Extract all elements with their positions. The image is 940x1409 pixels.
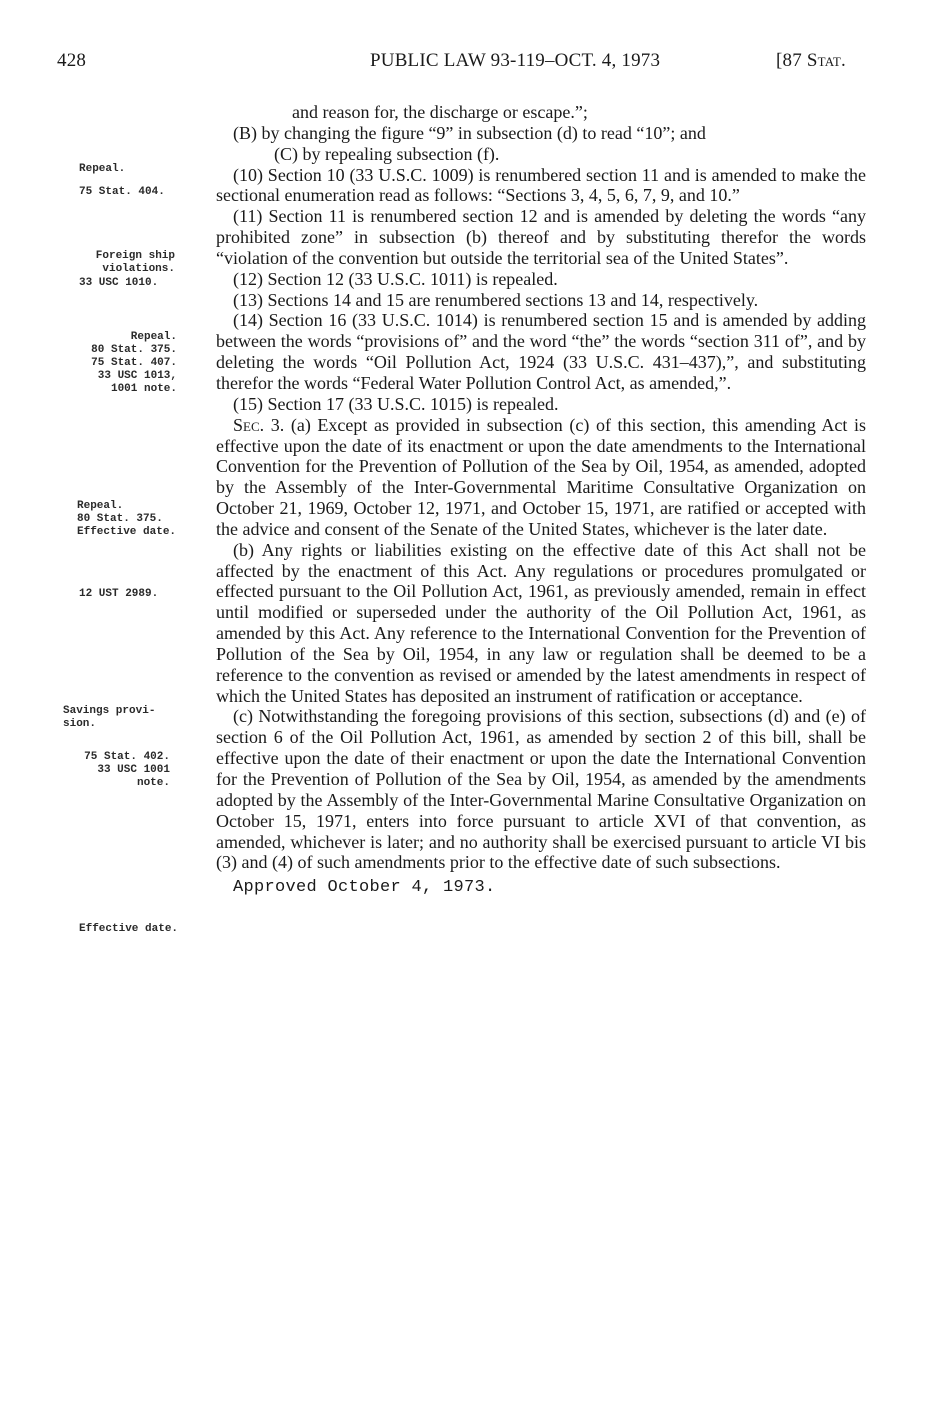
paragraph: (C) by repealing subsection (f). bbox=[274, 143, 500, 164]
margin-note: Savings provi- sion. bbox=[63, 705, 156, 730]
section-paragraph bbox=[216, 415, 866, 540]
margin-note: Repeal. 80 Stat. 375. 75 Stat. 407. 33 USC 1013, 1001 note. bbox=[91, 331, 177, 395]
page-title: PUBLIC LAW 93-119–OCT. 4, 1973 bbox=[370, 50, 661, 71]
paragraph: and reason for, the discharge or escape.”; bbox=[292, 102, 588, 122]
margin-note: 75 Stat. 404. bbox=[79, 186, 165, 198]
paragraph: (c) Notwithstanding the foregoing provisions of this section, subsections (d) and (e) of section 6 of the Oil Pollution Act, 1961, as amended by section 2 of this bill, shall be effective upon the date of their enactment or upon the date the International Convention for the Prevention of Pollution of the Sea by Oil, 1954, as amended by the amendments adopted by the Assembly of the Inter-Governmental Marine Consultative Organization on October 15, 1971, enters into force pursuant to article XVI of that convention, as amended, whichever is later; and no authority shall be exercised pursuant to article VI bis (3) and (4) of such amendments prior to the effective date of such subsections. bbox=[216, 706, 866, 873]
body-text bbox=[216, 102, 866, 899]
approval-line: Approved October 4, 1973. bbox=[233, 878, 496, 898]
paragraph: (14) Section 16 (33 U.S.C. 1014) is renumbered section 15 and is amended by adding between the words “provisions of” and the word “the” the words “section 311 of”, and by deleting the words “Oil Pollution Act, 1924 (33 U.S.C. 431–437),”, and substituting therefor the words “Federal Water Pollution Control Act, as amended,”. bbox=[216, 310, 866, 393]
paragraph: (13) Sections 14 and 15 are renumbered sections 13 and 14, respectively. bbox=[233, 289, 759, 310]
margin-note: Repeal. 80 Stat. 375. Effective date. bbox=[77, 500, 177, 538]
statute-reference bbox=[776, 50, 846, 72]
statute-prefix: [87 bbox=[776, 50, 807, 71]
margin-note: Effective date. bbox=[79, 923, 179, 935]
paragraph: (12) Section 12 (33 U.S.C. 1011) is repealed. bbox=[233, 268, 558, 289]
paragraph: (B) by changing the figure “9” in subsection (d) to read “10”; and bbox=[233, 122, 706, 143]
paragraph: (10) Section 10 (33 U.S.C. 1009) is renumbered section 11 and is amended to make the sectional enumeration read as follows: “Sections 3, 4, 5, 6, 7, 9, and 10.” bbox=[216, 164, 866, 206]
paragraph-text: (a) Except as provided in subsection (c) of this section, this amending Act is effective upon the date of its enactment or upon the date amendments to the International Convention for the Prevention of Pollution of the Sea by Oil, 1954, as amended, adopted by the Assembly of the Inter-Governmental Maritime Consultative Organization on October 21, 1969, October 12, 1971, and October 15, 1971, are ratified or accepted with the advice and consent of the Senate of the United States, whichever is the later date. bbox=[216, 414, 867, 539]
margin-note: 12 UST 2989. bbox=[79, 588, 159, 600]
statute-word: Stat. bbox=[806, 50, 846, 71]
margin-note: Foreign ship violations. bbox=[95, 250, 175, 275]
margin-note: 33 USC 1010. bbox=[79, 277, 159, 289]
section-label: Sec. 3. bbox=[233, 414, 285, 435]
paragraph: (15) Section 17 (33 U.S.C. 1015) is repealed. bbox=[233, 393, 559, 414]
page-number: 428 bbox=[57, 50, 87, 71]
margin-note: 75 Stat. 402. 33 USC 1001 note. bbox=[84, 751, 170, 789]
margin-note: Repeal. bbox=[79, 163, 126, 175]
paragraph: (11) Section 11 is renumbered section 12 and is amended by deleting the words “any prohibited zone” in subsection (b) thereof and by substituting therefor the words “violation of the convention but outside the territorial sea of the United States”. bbox=[216, 206, 866, 268]
paragraph: (b) Any rights or liabilities existing on the effective date of this Act shall not be affected by the enactment of this Act. Any regulations or procedures promulgated or effected pursuant to the Oil Pollution Act, 1961, as previously amended, remain in effect until modified or superseded under the authority of the Oil Pollution Act, 1961, as amended by this Act. Any reference to the International Convention for the Prevention of Pollution of the Sea by Oil, 1954, in any law or regulation shall be deemed to be a reference to the convention as revised or amended by the latest amendments in respect of which the United States has deposited an instrument of ratification or acceptance. bbox=[216, 539, 866, 706]
